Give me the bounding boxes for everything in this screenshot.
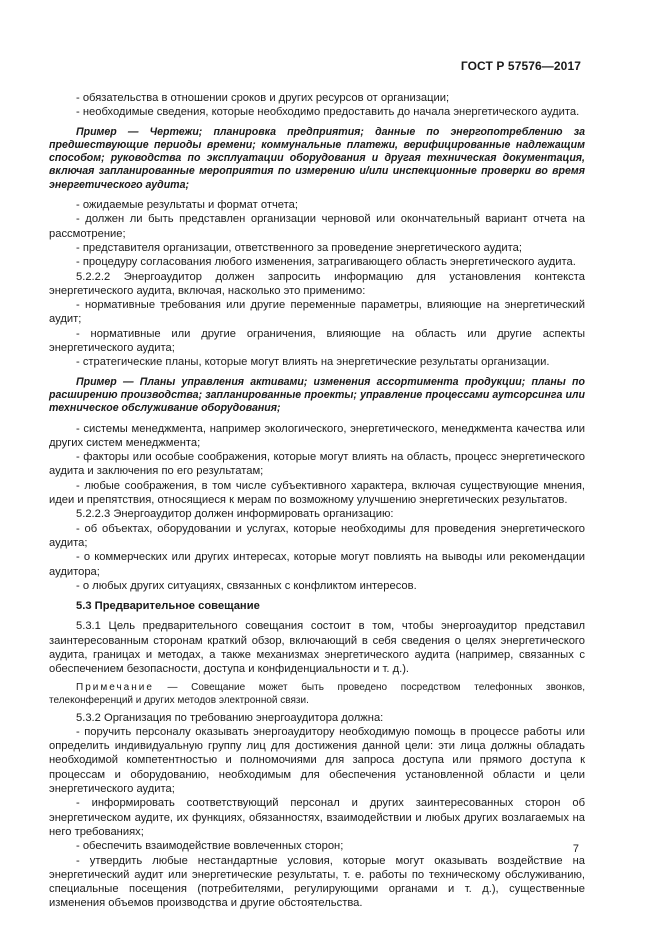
list-item: - информировать соответствующий персонал и других заинтересованных сторон об энергетическом аудите, их функциях, обязанностях, взаимодействии и любых других возлагаемых на него требованиях; [49, 797, 585, 838]
list-item: - любые соображения, в том числе субъективного характера, включая существующие мнения, идеи и препятствия, относящиеся к мерам по возможному улучшению энергетических результатов. [49, 479, 585, 507]
paragraph-5-2-2-2: 5.2.2.2 Энергоаудитор должен запросить информацию для установления контекста энергетического аудита, включая, насколько это применимо: [49, 270, 585, 297]
list-item: - ожидаемые результаты и формат отчета; [76, 199, 298, 212]
list-item: - факторы или особые соображения, которые могут влиять на область, процесс энергетического аудита и заключения по его результатам; [49, 451, 585, 478]
list-item: - поручить персоналу оказывать энергоаудитору необходимую помощь в процессе работы или определить индивидуальную группу лиц для достижения данной цели: эти лица должны обладать необходимой компетентностью и полномочиями для запроса доступа или прямого доступа к процессам и оборудованию, необходимым для обеспечения установленной области и цели энергетического аудита; [49, 725, 585, 796]
example-block [49, 126, 585, 192]
example-block [49, 376, 585, 416]
list-item: - о любых других ситуациях, связанных с конфликтом интересов. [76, 579, 417, 592]
list-item: - утвердить любые нестандартные условия, которые могут оказывать воздействие на энергетический аудит или энергетические результаты, т. е. работы по техническому обслуживанию, специальные посещения (потребителями, регулирующими органами и т. д.), существенные изменения объемов производства и другие обстоятельства. [49, 854, 585, 910]
list-item: - должен ли быть представлен организации черновой или окончательный вариант отчета на рассмотрение; [49, 213, 585, 240]
note-text: — Совещание может быть проведено посредством телефонных звонков, телеконференций и других методов электронной связи. [49, 681, 585, 706]
note-label: Примечание [76, 681, 154, 693]
list-item: - обеспечить взаимодействие вовлеченных сторон; [76, 840, 344, 853]
paragraph-5-3-2: 5.3.2 Организация по требованию энергоаудитора должна: [76, 711, 384, 724]
list-item: - обязательства в отношении сроков и других ресурсов от организации; [76, 92, 450, 104]
standard-header: ГОСТ Р 57576—2017 [460, 59, 581, 73]
example-label: Пример — [76, 375, 140, 388]
paragraph-5-3-1: 5.3.1 Цель предварительного совещания состоит в том, чтобы энергоаудитор представил заинтересованным сторонам краткий обзор, включающий в себя сведения о целях энергетического аудита, границах и методах, а также механизмах энергетического аудита (например, связанных с обеспечением безопасности, доступа и конфиденциальности и т. д.). [49, 620, 585, 676]
section-heading: 5.3 Предварительное совещание [76, 600, 260, 613]
list-item: - необходимые сведения, которые необходимо предоставить до начала энергетического аудита. [76, 106, 580, 119]
list-item: - нормативные требования или другие переменные параметры, влияющие на энергетический аудит; [49, 299, 585, 326]
example-text: Планы управления активами; изменения ассортимента продукции; планы по расширению производства; запланированные проекты; управление процессами аутсорсинга или техническое обслуживание оборудования; [49, 375, 585, 415]
example-text: Чертежи; планировка предприятия; данные по энергопотреблению за предшествующие периоды времени; коммунальные платежи, верифицированные надлежащим способом; руководства по эксплуатации оборудования и другая техническая документация, включая запланированные мероприятия по измерению и/или инспекционные проверки во время энергетического аудита; [49, 125, 585, 191]
page-number: 7 [572, 843, 579, 855]
list-item: - системы менеджмента, например экологического, энергетического, менеджмента качества или других систем менеджмента; [49, 422, 585, 449]
list-item: - нормативные или другие ограничения, влияющие на область или другие аспекты энергетического аудита; [49, 327, 585, 355]
list-item: - стратегические планы, которые могут влиять на энергетические результаты организации. [76, 356, 550, 369]
paragraph-5-2-2-3: 5.2.2.3 Энергоаудитор должен информировать организацию: [76, 508, 394, 521]
list-item: - процедуру согласования любого изменения, затрагивающего область энергетического аудита. [76, 256, 576, 269]
list-item: - представителя организации, ответственного за проведение энергетического аудита; [76, 241, 522, 254]
note-block [49, 681, 585, 707]
list-item: - об объектах, оборудовании и услугах, которые необходимы для проведения энергетического аудита; [49, 522, 585, 549]
example-label: Пример — [76, 125, 150, 138]
page-content [49, 91, 585, 911]
list-item: - о коммерческих или других интересах, которые могут повлиять на выводы или рекомендации аудитора; [49, 551, 585, 578]
